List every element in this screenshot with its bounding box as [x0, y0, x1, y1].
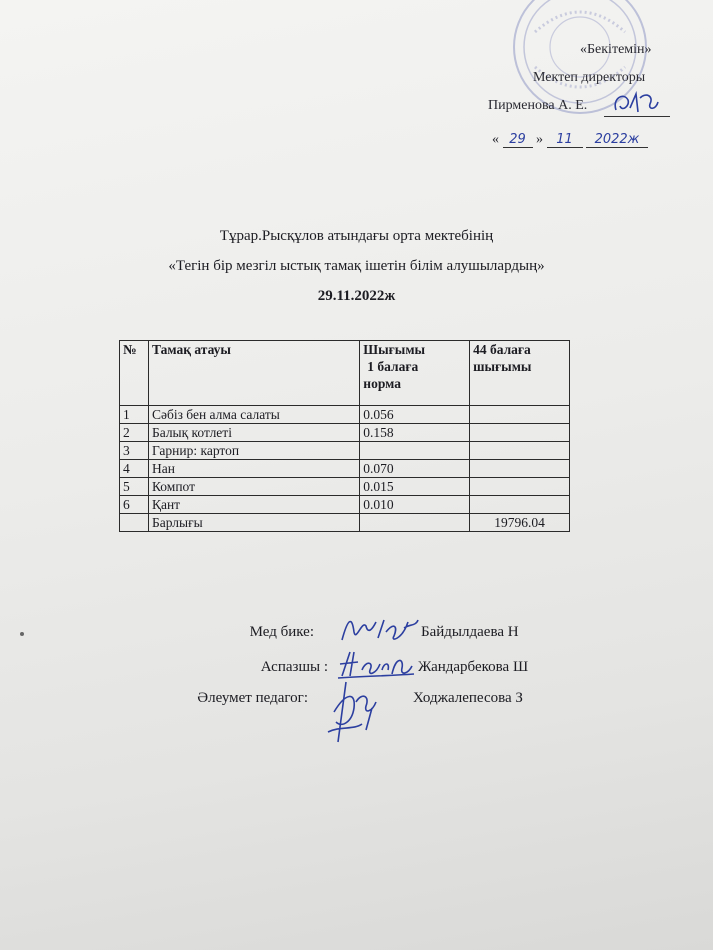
paper-mark: [20, 632, 24, 636]
row-total: [470, 424, 570, 442]
row-number: 1: [120, 406, 149, 424]
table-row: [120, 442, 570, 460]
row-total: [470, 496, 570, 514]
signature-name-social-pedagogue: Ходжалепесова З: [413, 690, 523, 706]
header-norm-line3: норма: [363, 376, 401, 391]
date-open-quote: «: [492, 132, 499, 147]
row-number: 2: [120, 424, 149, 442]
date-close-quote: »: [536, 132, 543, 147]
school-name: Тұрар.Рысқұлов атындағы орта мектебінің: [219, 228, 494, 244]
row-number: 4: [120, 460, 149, 478]
total-norm-cell: [360, 514, 470, 532]
row-dish-name: Қант: [148, 496, 359, 514]
signature-name-nurse: Байдылдаева Н: [421, 624, 519, 640]
row-norm: 0.010: [360, 496, 470, 514]
signature-role-nurse: Мед бике:: [249, 624, 314, 640]
row-dish-name: Сәбіз бен алма салаты: [148, 406, 359, 424]
header-norm-line1: Шығымы: [363, 342, 426, 357]
row-norm: 0.015: [360, 478, 470, 496]
approve-label: «Бекітемін»: [580, 42, 652, 57]
header-norm-line2: 1 балаға: [367, 359, 419, 374]
row-total: [470, 478, 570, 496]
row-norm: [360, 442, 470, 460]
menu-table: [119, 340, 570, 532]
header-total: [470, 341, 570, 406]
row-total: [470, 406, 570, 424]
row-norm: 0.070: [360, 460, 470, 478]
row-dish-name: Нан: [148, 460, 359, 478]
signature-role-cook: Аспазшы :: [260, 659, 328, 675]
table-row: [120, 406, 570, 424]
row-dish-name: Компот: [148, 478, 359, 496]
table-row: [120, 460, 570, 478]
row-norm: 0.056: [360, 406, 470, 424]
row-total: [470, 460, 570, 478]
nurse-signature: [338, 612, 422, 648]
table-row: [120, 496, 570, 514]
date-year: 2022ж: [586, 132, 648, 148]
total-number-cell: [120, 514, 149, 532]
header-total-line2: шығымы: [473, 359, 532, 374]
signature-role-social-pedagogue: Әлеумет педагог:: [197, 690, 308, 706]
approval-date: [492, 132, 672, 148]
header-number: №: [120, 341, 149, 406]
row-norm: 0.158: [360, 424, 470, 442]
total-value: 19796.04: [470, 514, 570, 532]
header-dish-name: Тамақ атауы: [148, 341, 359, 406]
social-pedagogue-signature: [326, 672, 392, 752]
row-number: 5: [120, 478, 149, 496]
row-number: 3: [120, 442, 149, 460]
header-total-line1: 44 балаға: [473, 342, 531, 357]
table-header-row: [120, 341, 570, 406]
header-norm: [360, 341, 470, 406]
document-subtitle: «Тегін бір мезгіл ыстық тамақ ішетін білім алушылардың»: [168, 258, 545, 274]
table-total-row: [120, 514, 570, 532]
date-day: 29: [503, 132, 533, 148]
total-label: Барлығы: [148, 514, 359, 532]
director-name: Пирменова А. Е.: [488, 98, 588, 113]
director-position: Мектеп директоры: [533, 70, 646, 85]
table-row: [120, 424, 570, 442]
signature-name-cook: Жандарбекова Ш: [418, 659, 529, 675]
row-dish-name: Балық котлеті: [148, 424, 359, 442]
table-row: [120, 478, 570, 496]
row-total: [470, 442, 570, 460]
director-signature: [610, 88, 662, 120]
date-month: 11: [547, 132, 583, 148]
row-number: 6: [120, 496, 149, 514]
row-dish-name: Гарнир: картоп: [148, 442, 359, 460]
document-date: 29.11.2022ж: [317, 288, 396, 304]
